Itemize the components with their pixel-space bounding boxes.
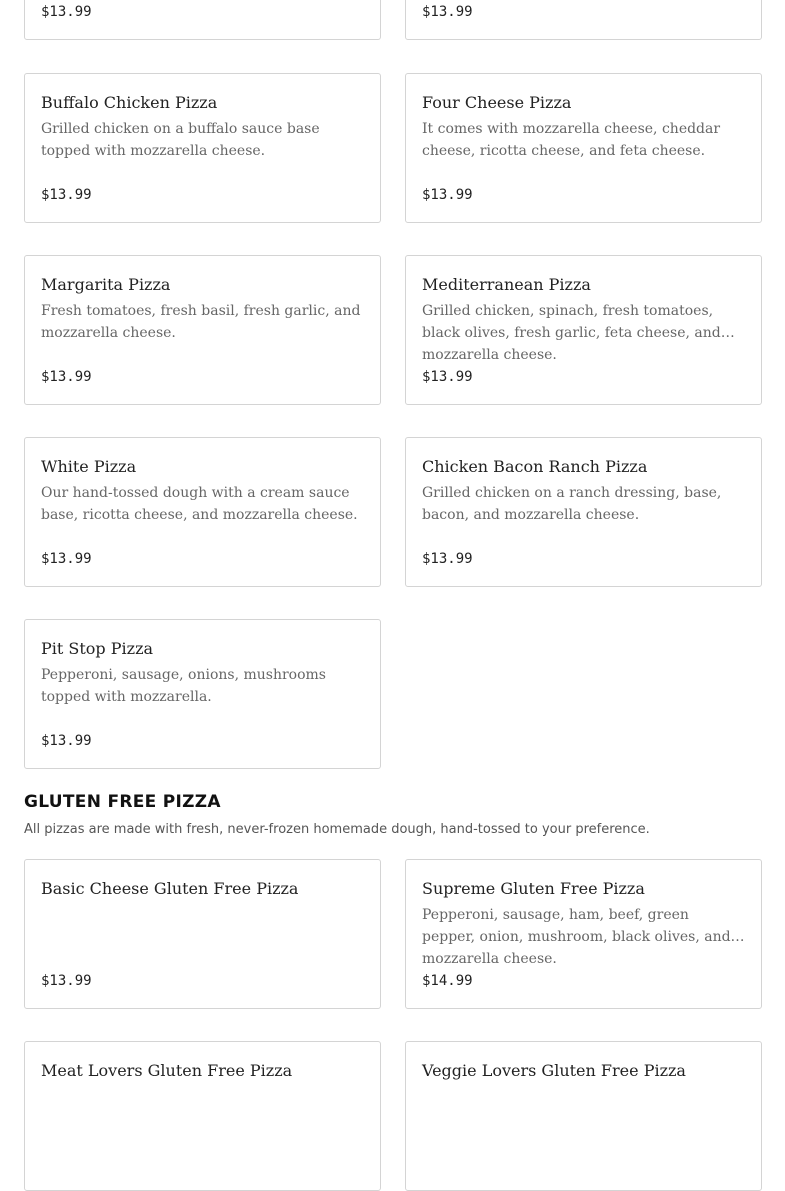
item-description: Grilled chicken on a buffalo sauce base topped with mozzarella cheese. bbox=[41, 121, 320, 159]
item-price: $13.99 bbox=[422, 4, 473, 20]
item-price: $13.99 bbox=[41, 369, 92, 385]
item-price: $13.99 bbox=[422, 369, 473, 385]
item-description: Pepperoni, sausage, onions, mushrooms topped with mozzarella. bbox=[41, 667, 326, 705]
menu-item-card[interactable] bbox=[405, 1041, 762, 1191]
item-price: $13.99 bbox=[422, 551, 473, 567]
menu-item-card[interactable] bbox=[24, 1041, 381, 1191]
section-subtitle: All pizzas are made with fresh, never-frozen homemade dough, hand-tossed to your preference. bbox=[24, 822, 650, 837]
menu-item-card[interactable] bbox=[24, 437, 381, 587]
item-name: Basic Cheese Gluten Free Pizza bbox=[41, 879, 299, 898]
menu-item-card[interactable] bbox=[405, 0, 762, 40]
item-price: $13.99 bbox=[41, 733, 92, 749]
item-price: $13.99 bbox=[41, 4, 92, 20]
menu-item-card[interactable] bbox=[405, 255, 762, 405]
item-name: Chicken Bacon Ranch Pizza bbox=[422, 457, 648, 476]
item-price: $13.99 bbox=[422, 187, 473, 203]
item-description: Grilled chicken, spinach, fresh tomatoes, black olives, fresh garlic, feta cheese, and mozzarella cheese. bbox=[422, 303, 721, 363]
item-name: Supreme Gluten Free Pizza bbox=[422, 879, 645, 898]
item-description: Fresh tomatoes, fresh basil, fresh garlic, and mozzarella cheese. bbox=[41, 303, 361, 341]
menu-item-card[interactable] bbox=[405, 73, 762, 223]
item-description: Our hand-tossed dough with a cream sauce base, ricotta cheese, and mozzarella cheese. bbox=[41, 485, 358, 523]
item-name: Four Cheese Pizza bbox=[422, 93, 572, 112]
item-name: Meat Lovers Gluten Free Pizza bbox=[41, 1061, 293, 1080]
item-description: Pepperoni, sausage, ham, beef, green pepper, onion, mushroom, black olives, and mozzarella cheese. bbox=[422, 907, 731, 967]
item-price: $13.99 bbox=[41, 187, 92, 203]
menu-item-card[interactable] bbox=[24, 255, 381, 405]
item-name: White Pizza bbox=[41, 457, 137, 476]
item-price: $14.99 bbox=[422, 973, 473, 989]
item-name: Margarita Pizza bbox=[41, 275, 171, 294]
item-description: Grilled chicken on a ranch dressing, base, bacon, and mozzarella cheese. bbox=[422, 485, 722, 523]
menu-item-card[interactable] bbox=[24, 73, 381, 223]
menu-item-card[interactable] bbox=[24, 859, 381, 1009]
item-description: It comes with mozzarella cheese, cheddar cheese, ricotta cheese, and feta cheese. bbox=[422, 121, 721, 159]
section-title: GLUTEN FREE PIZZA bbox=[24, 792, 221, 812]
item-name: Veggie Lovers Gluten Free Pizza bbox=[422, 1061, 686, 1080]
menu-item-card[interactable] bbox=[24, 619, 381, 769]
item-price: $13.99 bbox=[41, 551, 92, 567]
item-name: Mediterranean Pizza bbox=[422, 275, 591, 294]
item-price: $13.99 bbox=[41, 973, 92, 989]
menu-item-card[interactable] bbox=[405, 437, 762, 587]
menu-item-card[interactable] bbox=[24, 0, 381, 40]
menu-item-card[interactable] bbox=[405, 859, 762, 1009]
item-name: Buffalo Chicken Pizza bbox=[41, 93, 218, 112]
item-name: Pit Stop Pizza bbox=[41, 639, 154, 658]
